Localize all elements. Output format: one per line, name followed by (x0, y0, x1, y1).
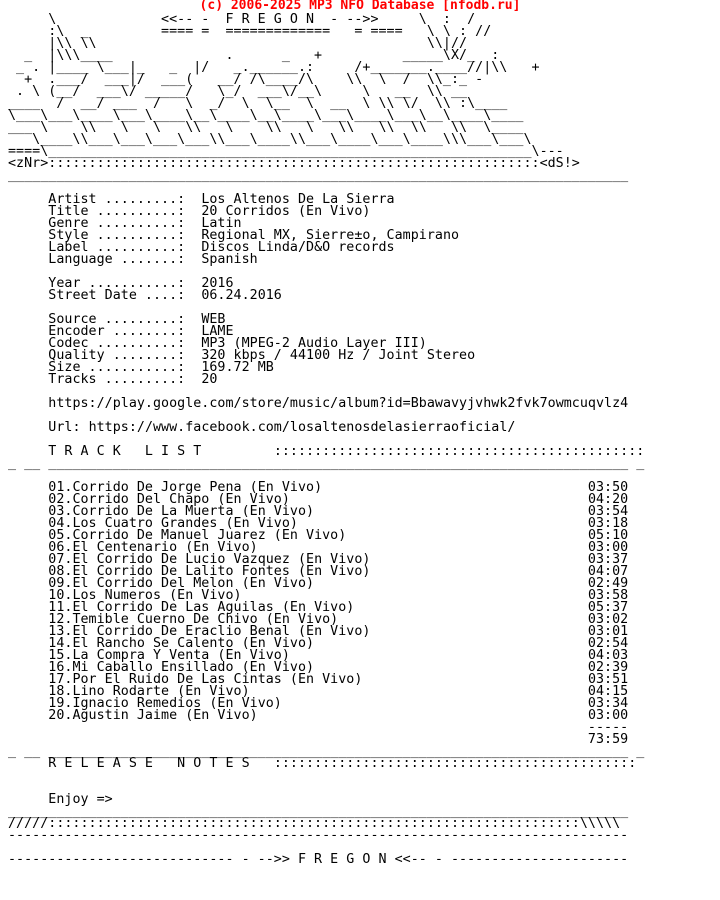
rule-row (8, 456, 644, 471)
track-time: 03:18 (587, 516, 629, 531)
total-separator: ----- (587, 720, 629, 735)
track-title: 07.El Corrido De Lucio Vazquez (En Vivo) (48, 552, 371, 567)
rule-row (8, 168, 628, 183)
track-title: 06.El Centenario (En Vivo) (48, 540, 258, 555)
info-value: Discos Linda/D&O records (201, 240, 395, 255)
track-time: 03:37 (587, 552, 629, 567)
header-art-line: \____\\___\___\___\___\\___\____\\___\____\___\____\\\___\___\ (8, 132, 532, 147)
info-key: Genre ..........: (48, 216, 186, 231)
track-title: 02.Corrido Del Chapo (En Vivo) (48, 492, 290, 507)
info-value: MP3 (MPEG-2 Audio Layer III) (201, 336, 427, 351)
release-notes-fill: ::::::::::::::::::::::::::::::::::::::::::::: (273, 756, 637, 771)
store-url-row (8, 396, 628, 411)
header-art-line: \ <<-- - F R E G O N - -->> \ : / (8, 12, 476, 27)
info-key: Style ..........: (48, 228, 186, 243)
header-art-line: ___ \ \\ \ \ \\ \ \\ \ \\ \\ \\ \\ \____ (8, 120, 524, 135)
header-art-line: \___\___\____\___\____\__\____\__\____\___\____\___\__\____\____ (8, 108, 524, 123)
header-art-line: :\ _ ==== = ============= = ==== \ \ : // (8, 24, 492, 39)
track-title: 14.El Rancho Se Calento (En Vivo) (48, 636, 315, 651)
info-key: Language .......: (48, 252, 186, 267)
track-time: 04:20 (587, 492, 629, 507)
section-rule: _ __ ________________________________________________________________________ _ (8, 744, 645, 759)
header-art-line: ____ / __/ ___ / \ _/ \ \__ \ __ \ \\ \/ \\ :\____ (8, 96, 508, 111)
info-value: 20 Corridos (En Vivo) (201, 204, 371, 219)
total-time: 73:59 (587, 732, 629, 747)
info-row (8, 288, 282, 303)
info-value: 320 kbps / 44100 Hz / Joint Stereo (201, 348, 476, 363)
info-value: 2016 (201, 276, 234, 291)
track-time: 03:54 (587, 504, 629, 519)
track-title: 18.Lino Rodarte (En Vivo) (48, 684, 250, 699)
track-title: 13.El Corrido De Eraclio Benal (En Vivo) (48, 624, 371, 639)
track-title: 16.Mi Caballo Ensillado (En Vivo) (48, 660, 315, 675)
info-key: Quality ........: (48, 348, 186, 363)
info-key: Label ..........: (48, 240, 186, 255)
track-time: 03:00 (587, 708, 629, 723)
facebook-url-link[interactable]: https://www.facebook.com/losaltenosdelasierraoficial/ (88, 420, 516, 435)
release-notes-text: Enjoy => (48, 792, 113, 807)
track-title: 05.Corrido De Manuel Juarez (En Vivo) (48, 528, 347, 543)
header-art-line: ====\____________________________________________________________\--- (8, 144, 564, 159)
info-value: 20 (201, 372, 218, 387)
tracklist-title: T R A C K L I S T (48, 444, 202, 459)
info-row (8, 372, 217, 387)
nfo-text (8, 14, 644, 866)
info-key: Encoder ........: (48, 324, 186, 339)
tracklist-fill: :::::::::::::::::::::::::::::::::::::::::::::: (273, 444, 645, 459)
header-art-line: <zNr>:::::::::::::::::::::::::::::::::::::::::::::::::::::::::::::<dS!> (8, 156, 580, 171)
info-value: LAME (201, 324, 234, 339)
info-value: Los Altenos De La Sierra (201, 192, 395, 207)
info-key: Title ..........: (48, 204, 186, 219)
footer-line: _____________________________________________________________________________ (8, 804, 629, 819)
release-notes-header-row (8, 756, 636, 771)
footer-row (8, 852, 628, 867)
track-time: 03:02 (587, 612, 629, 627)
banner-link[interactable]: (c) 2006-2025 MP3 NFO Database [nfodb.ru] (199, 0, 521, 13)
track-time: 03:58 (587, 588, 629, 603)
track-time: 03:34 (587, 696, 629, 711)
track-time: 02:54 (587, 636, 629, 651)
track-time: 03:00 (587, 540, 629, 555)
info-key: Size ...........: (48, 360, 186, 375)
footer-line: /////::::::::::::::::::::::::::::::::::::::::::::::::::::::::::::::::::\\\\\ (8, 816, 621, 831)
info-value: WEB (201, 312, 226, 327)
track-title: 20.Agustin Jaime (En Vivo) (48, 708, 258, 723)
info-value: Latin (201, 216, 242, 231)
footer-line: ---------------------------- - -->> F R E G O N <<-- - ---------------------- (8, 852, 629, 867)
info-value: 06.24.2016 (201, 288, 282, 303)
track-title: 15.La Compra Y Venta (En Vivo) (48, 648, 290, 663)
header-art-line: |\\ \\ \\|// (8, 36, 468, 51)
info-value: 169.72 MB (201, 360, 274, 375)
header-art-line: _ |\\\____ . _ + _____\X/_ : (8, 48, 500, 63)
top-rule: _____________________________________________________________________________ (8, 168, 629, 183)
header-art-line: . \ (__/ ___\/ _____/ \_/ ___\/__\ \ __ \\ __ (8, 84, 468, 99)
section-rule: _ __ ________________________________________________________________________ _ (8, 456, 645, 471)
track-time: 04:03 (587, 648, 629, 663)
track-time: 03:01 (587, 624, 629, 639)
info-key: Codec ..........: (48, 336, 186, 351)
track-time: 05:10 (587, 528, 629, 543)
track-title: 11.El Corrido De Las Aguilas (En Vivo) (48, 600, 355, 615)
store-url-link[interactable]: https://play.google.com/store/music/album?id=Bbawavyjvhwk2fvk7owmcuqvlz4 (48, 396, 629, 411)
track-title: 10.Los Numeros (En Vivo) (48, 588, 242, 603)
track-time: 03:51 (587, 672, 629, 687)
social-url-row (8, 420, 515, 435)
track-time: 05:37 (587, 600, 629, 615)
info-key: Tracks .........: (48, 372, 186, 387)
track-time: 04:15 (587, 684, 629, 699)
track-title: 12.Temible Cuerno De Chivo (En Vivo) (48, 612, 339, 627)
info-value: Spanish (201, 252, 258, 267)
info-row (8, 252, 258, 267)
track-title: 01.Corrido De Jorge Pena (En Vivo) (48, 480, 323, 495)
track-title: 04.Los Cuatro Grandes (En Vivo) (48, 516, 298, 531)
footer-line: ----------------------------------------------------------------------------- (8, 828, 629, 843)
track-title: 19.Ignacio Remedios (En Vivo) (48, 696, 282, 711)
header-art-line: + .___/ ___|/ ___( __/ /\____/\ \\ \ / \\_:_ - (8, 72, 484, 87)
info-value: Regional MX, Sierre±o, Campirano (201, 228, 460, 243)
release-notes-title: R E L E A S E N O T E S (48, 756, 250, 771)
info-key: Year ...........: (48, 276, 186, 291)
track-title: 08.El Corrido De Lalito Fontes (En Vivo) (48, 564, 371, 579)
track-time: 04:07 (587, 564, 629, 579)
url-label: Url: (48, 420, 81, 435)
info-key: Source .........: (48, 312, 186, 327)
track-title: 17.Por El Ruido De Las Cintas (En Vivo) (48, 672, 363, 687)
track-title: 03.Corrido De La Muerta (En Vivo) (48, 504, 315, 519)
info-key: Street Date ....: (48, 288, 186, 303)
track-time: 02:39 (587, 660, 629, 675)
track-title: 09.El Corrido Del Melon (En Vivo) (48, 576, 315, 591)
header-art-line: _ . |____ \___|_ _ |/ _.______.: /+_______.____//|\\ + (8, 60, 540, 75)
info-key: Artist .........: (48, 192, 186, 207)
track-time: 02:49 (587, 576, 629, 591)
footer-row (8, 828, 628, 843)
track-time: 03:50 (587, 480, 629, 495)
